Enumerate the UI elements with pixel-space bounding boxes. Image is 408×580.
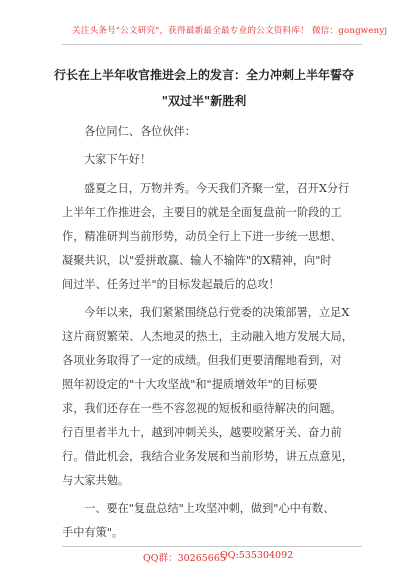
salutation: 各位同仁、各位伙伴： bbox=[84, 125, 196, 138]
paragraph-1-line-5: 间过半、任务过半"的目标发起最后的总攻！ bbox=[62, 278, 280, 291]
paragraph-2-line-8: 与大家共勉。 bbox=[62, 474, 130, 487]
paragraph-2-line-7: 行。借此机会，我结合业务发展和当前形势，讲五点意见， bbox=[62, 450, 353, 463]
paragraph-1-line-4: 凝聚共识，以"爱拼敢赢、输人不输阵"的X精神，向"时 bbox=[62, 254, 332, 267]
paragraph-1-line-2: 上半年工作推进会，主要目的就是全面复盘前一阶段的工 bbox=[62, 206, 342, 219]
paragraph-2-line-3: 各项业务取得了一定的成绩。但我们更要清醒地看到，对 bbox=[62, 354, 342, 367]
document-title-line-2: "双过半"新胜利 bbox=[161, 94, 247, 108]
document-title-line-1: 行长在上半年收官推进会上的发言：全力冲刺上半年誓夺 bbox=[53, 68, 354, 82]
paragraph-3-line-1: 一、要在"复盘总结"上攻坚冲刺，做到"心中有数、 bbox=[84, 502, 335, 515]
paragraph-2-line-4: 照年初设定的"十大攻坚战"和"提质增效年"的目标要 bbox=[62, 378, 318, 391]
paragraph-2-line-2: 这片商贸繁荣、人杰地灵的热土，主动融入地方发展大局， bbox=[62, 330, 353, 343]
paragraph-1-line-3: 作，精准研判当前形势，动员全行上下进一步统一思想、 bbox=[62, 230, 342, 243]
greeting: 大家下午好！ bbox=[84, 153, 152, 166]
footer-divider bbox=[62, 546, 362, 547]
paragraph-3-line-2: 手中有策"。 bbox=[62, 526, 124, 539]
paragraph-2-line-1: 今年以来，我们紧紧围绕总行党委的决策部署，立足X bbox=[84, 306, 350, 319]
footer-qq: QQ:535304092 bbox=[220, 550, 294, 561]
paragraph-2-line-5: 求，我们还存在一些不容忽视的短板和亟待解决的问题。 bbox=[62, 402, 342, 415]
header-promo-text: 关注头条号"公文研究"，获得最新最全最专业的公文资料库！ 微信：gongwenyj bbox=[72, 26, 388, 36]
footer-qq-group: QQ群：30265665 bbox=[143, 553, 226, 564]
paragraph-2-line-6: 行百里者半九十，越到冲刺关头，越要咬紧牙关、奋力前 bbox=[62, 426, 342, 439]
header-divider bbox=[62, 44, 362, 45]
paragraph-1-line-1: 盛夏之日，万物并秀。今天我们齐聚一堂，召开X分行 bbox=[84, 182, 350, 195]
